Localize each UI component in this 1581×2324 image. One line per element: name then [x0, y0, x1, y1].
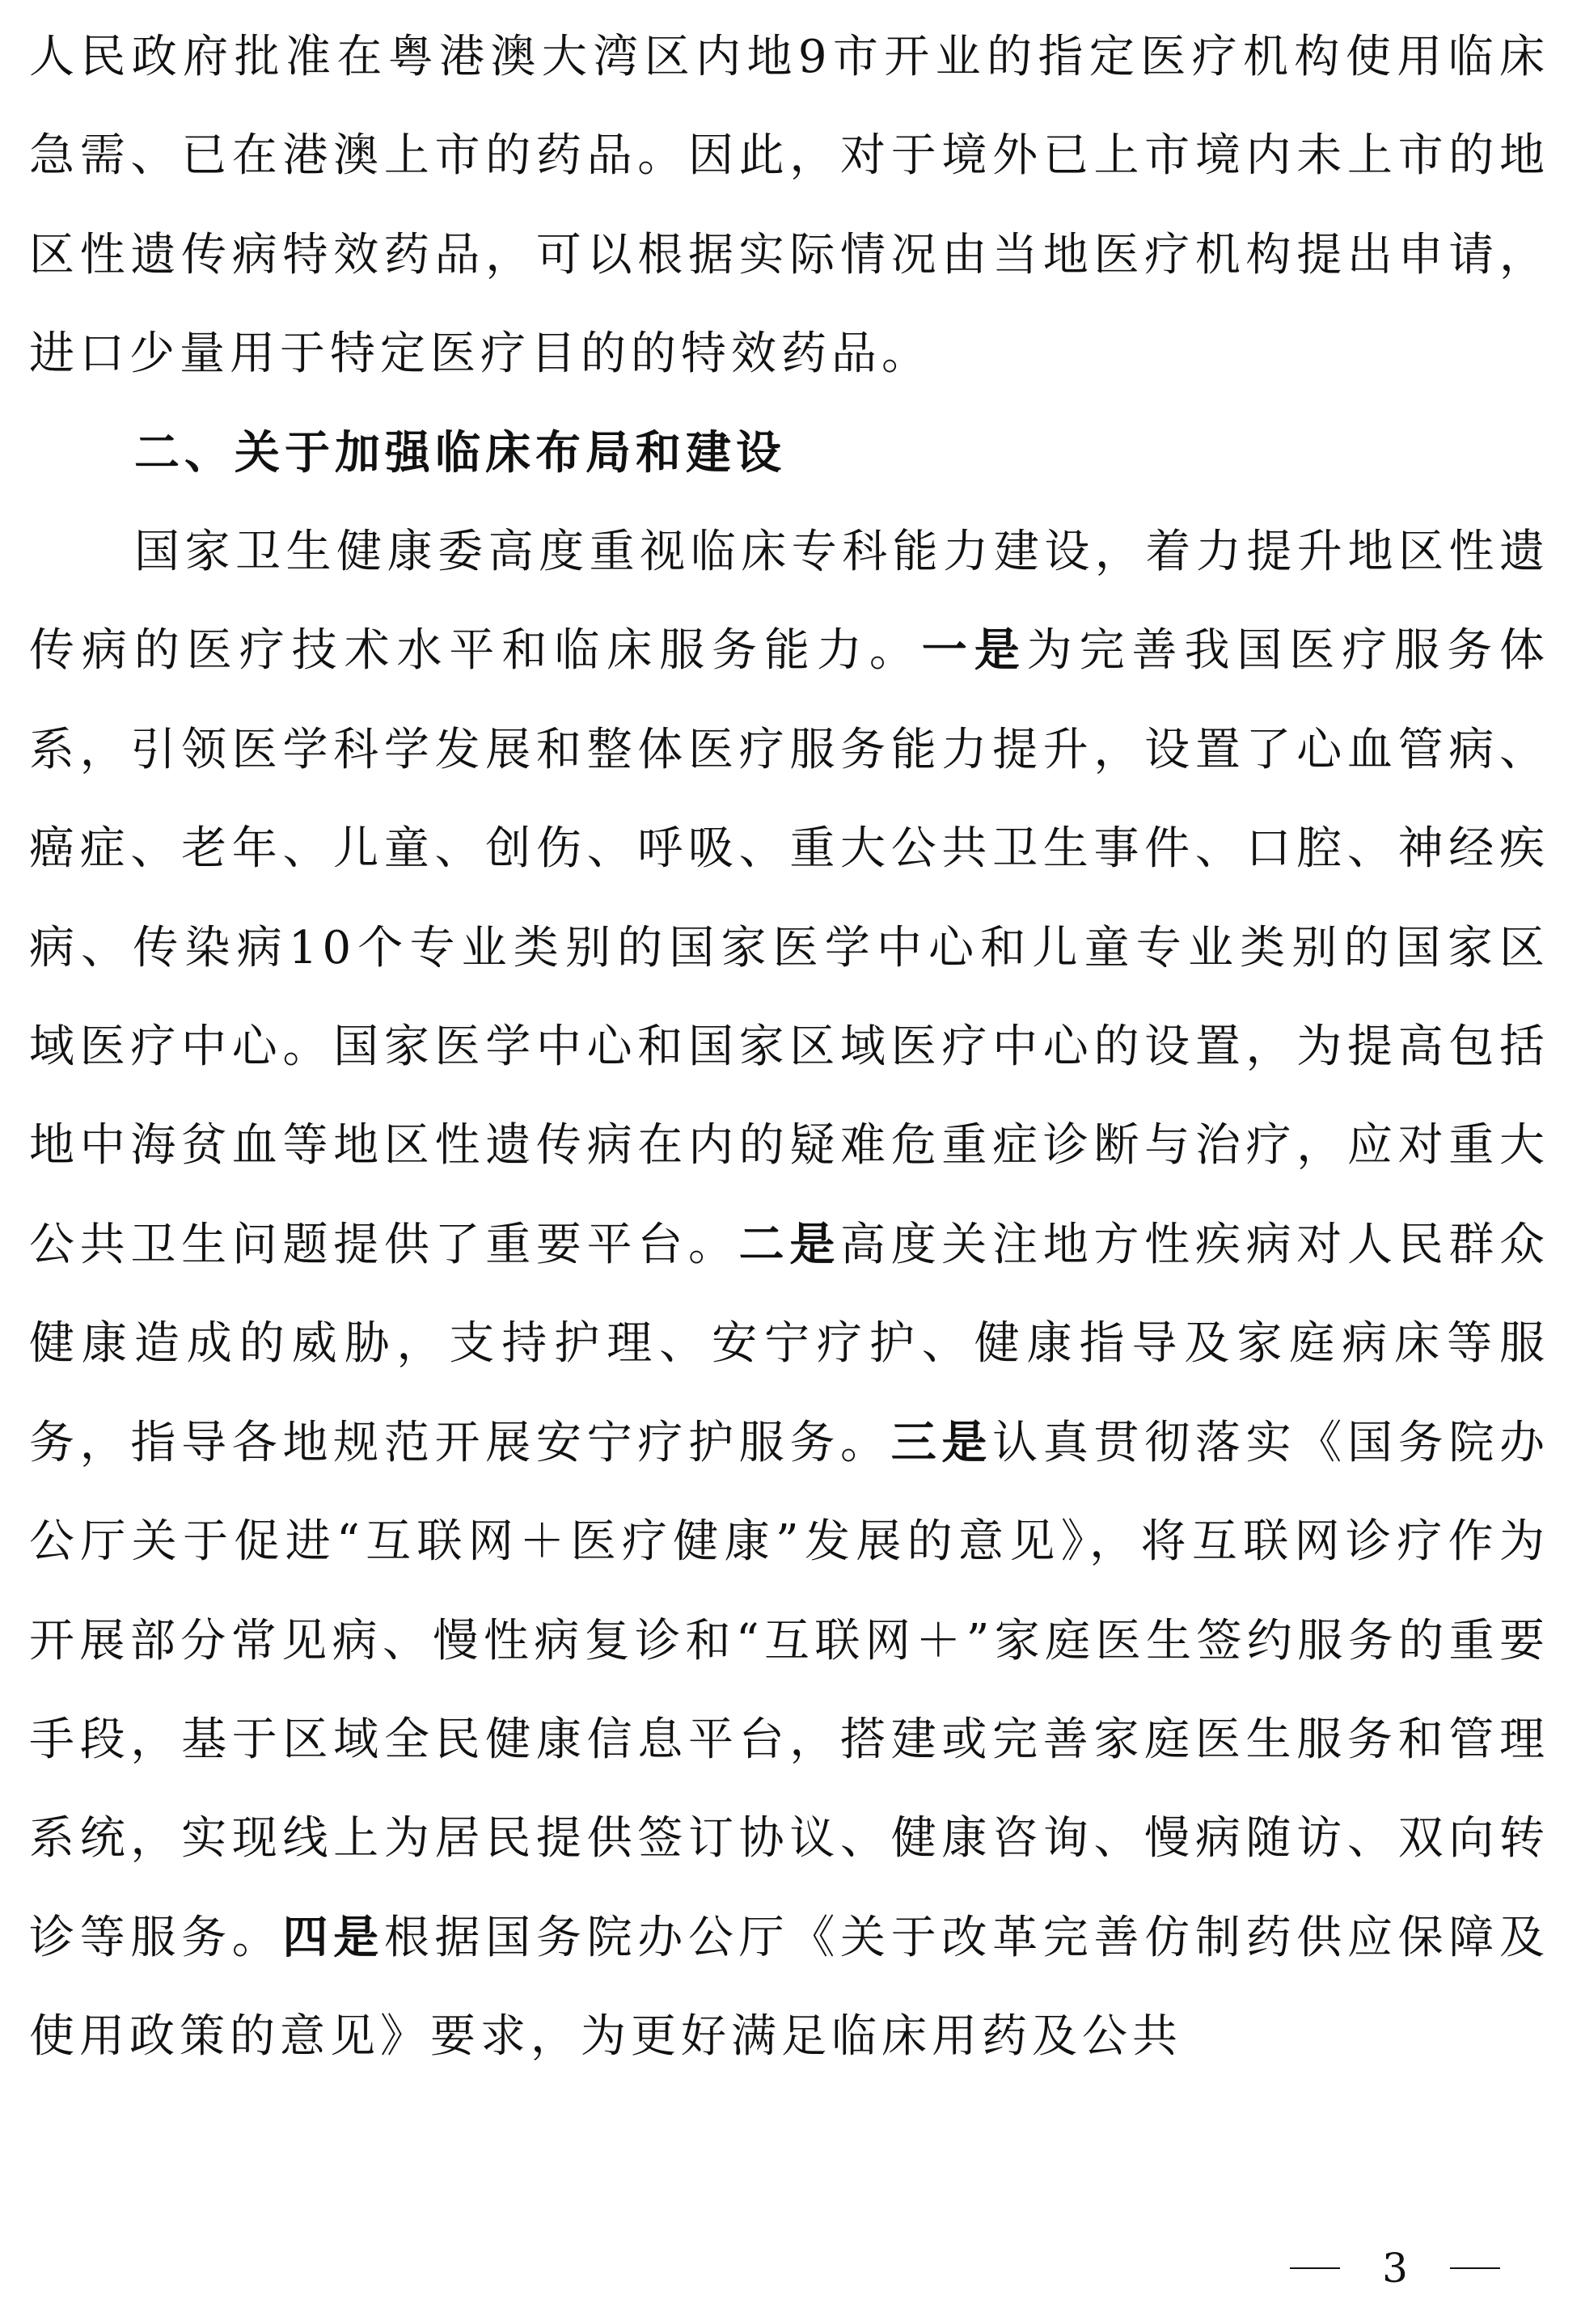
item-label-three: 三是: [890, 1416, 993, 1469]
section-heading: 二、关于加强临床布局和建设: [134, 426, 786, 480]
page-number: [1290, 2240, 1500, 2297]
paragraph-text-part-4: 认真贯彻落实《国务院办公厅关于促进“互联网＋医疗健康”发展的意见》，将互联网诊疗作为开展部分常见病、慢性病复诊和“互联网＋”家庭医生签约服务的重要手段，基于区域全民健康信息平台，搭建或完善家庭医生服务和管理系统，实现线上为居民提供签订协议、健康咨询、慢病随访、双向转诊等服务。: [29, 1416, 1550, 1964]
page-number-left-dash: [1290, 2267, 1340, 2269]
item-label-one: 一是: [921, 624, 1027, 678]
paragraph-text-part-1: 国家卫生健康委高度重视临床专科能力建设，着力提升地区性遗传病的医疗技术水平和临床服务能力。: [29, 526, 1549, 678]
item-label-two: 二是: [738, 1218, 841, 1271]
page-number-value: 3: [1382, 2245, 1408, 2292]
intro-paragraph-continuation: 人民政府批准在粤港澳大湾区内地9市开业的指定医疗机构使用临床急需、已在港澳上市的药品。因此，对于境外已上市境内未上市的地区性遗传病特效药品，可以根据实际情况由当地医疗机构提出申请，进口少量用于特定医疗目的的特效药品。: [29, 31, 1549, 381]
section-paragraph: [29, 503, 1549, 2087]
page-number-right-dash: [1450, 2267, 1500, 2269]
paragraph-text-part-2: 为完善我国医疗服务体系，引领医学科学发展和整体医疗服务能力提升，设置了心血管病、癌症、老年、儿童、创伤、呼吸、重大公共卫生事件、口腔、神经疾病、传染病10个专业类别的国家医学中心和儿童专业类别的国家区域医疗中心。国家医学中心和国家区域医疗中心的设置，为提高包括地中海贫血等地区性遗传病在内的疑难危重症诊断与治疗，应对重大公共卫生问题提供了重要平台。: [29, 624, 1550, 1271]
item-label-four: 四是: [282, 1911, 384, 1964]
paragraph-text-part-3: 高度关注地方性疾病对人民群众健康造成的威胁，支持护理、安宁疗护、健康指导及家庭病床等服务，指导各地规范开展安宁疗护服务。: [29, 1218, 1550, 1469]
paragraph-text-part-5: 根据国务院办公厅《关于改革完善仿制药供应保障及使用政策的意见》要求，为更好满足临床用药及公共: [29, 1911, 1550, 2064]
document-body: [29, 8, 1549, 2087]
